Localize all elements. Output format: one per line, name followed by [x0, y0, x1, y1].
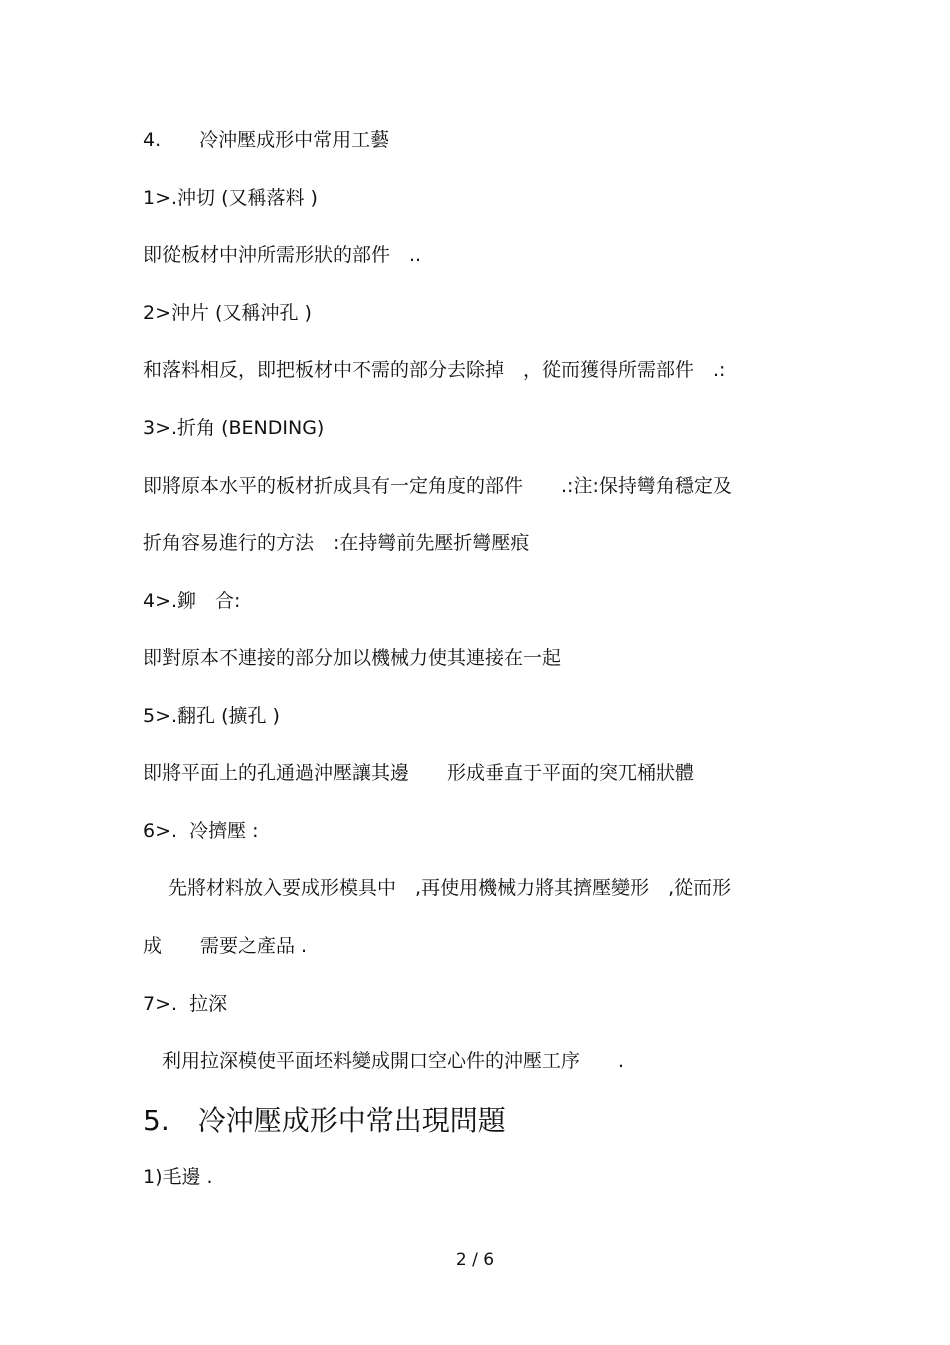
item-4-text: 即對原本不連接的部分加以機械力使其連接在一起 — [143, 647, 562, 669]
item-4-heading: 4>.鉚 合: — [143, 590, 241, 612]
item-5-heading: 5>.翻孔 (擴孔 ) — [143, 705, 280, 727]
item-1-heading: 1>.沖切 (又稱落料 ) — [143, 187, 318, 209]
item-3-text-line-2: 折角容易進行的方法 :在持彎前先壓折彎壓痕 — [143, 532, 530, 554]
item-2-text: 和落料相反，即把板材中不需的部分去除掉 ，從而獲得所需部件 .: — [143, 359, 726, 381]
section-5-heading: 5. 冷沖壓成形中常出現問題 — [143, 1104, 506, 1137]
item-6-text-line-1: 先將材料放入要成形模具中 ,再使用機械力將其擠壓變形 ,從而形 — [143, 877, 732, 899]
item-7-heading: 7>. 拉深 — [143, 993, 228, 1015]
page-number: 2 / 6 — [455, 1250, 495, 1270]
item-3-heading: 3>.折角 (BENDING) — [143, 417, 325, 439]
item-2-heading: 2>沖片 (又稱沖孔 ) — [143, 302, 312, 324]
section-4-heading: 4. 冷沖壓成形中常用工藝 — [143, 129, 390, 151]
item-5-text: 即將平面上的孔通過沖壓讓其邊 形成垂直于平面的突兀桶狀體 — [143, 762, 695, 784]
problem-1-heading: 1)毛邊 . — [143, 1166, 213, 1188]
item-6-text-line-2: 成 需要之產品 . — [143, 935, 308, 957]
item-1-text: 即從板材中沖所需形狀的部件 .. — [143, 244, 422, 266]
item-7-text: 利用拉深模使平面坯料變成開口空心件的沖壓工序 . — [143, 1050, 625, 1072]
item-6-heading: 6>. 冷擠壓 : — [143, 820, 259, 842]
item-3-text-line-1: 即將原本水平的板材折成具有一定角度的部件 .:注:保持彎角穩定及 — [143, 475, 732, 497]
